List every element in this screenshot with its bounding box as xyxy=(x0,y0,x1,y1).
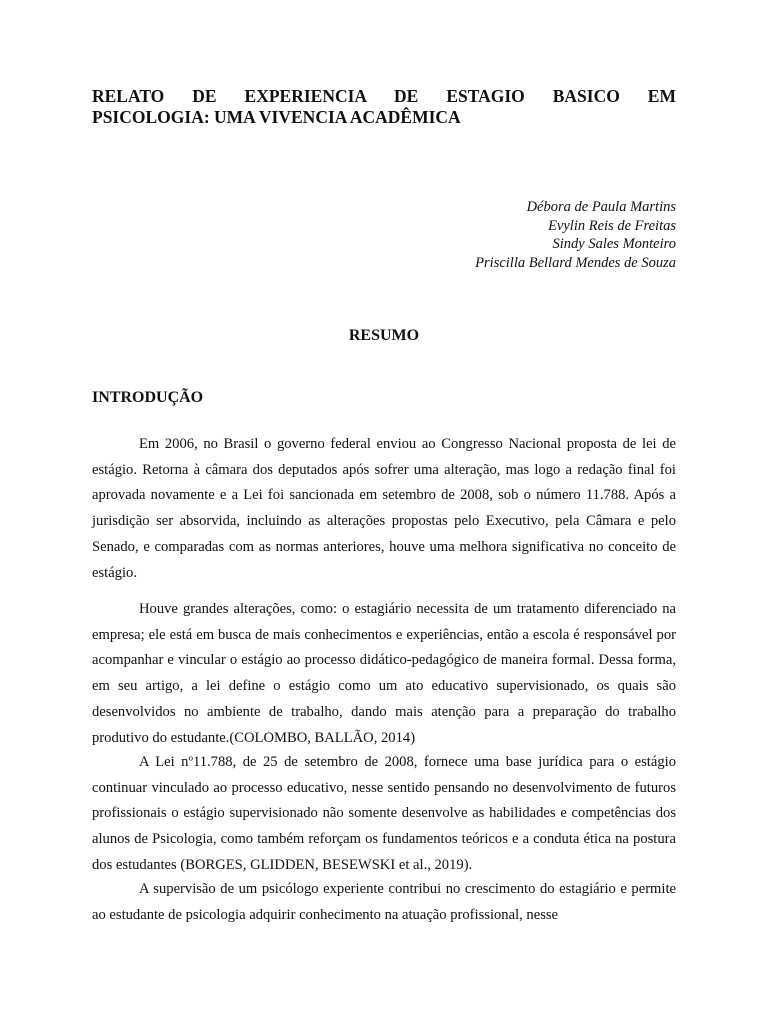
author-name: Evylin Reis de Freitas xyxy=(548,217,676,234)
document-title xyxy=(92,86,676,128)
section-heading-introducao: INTRODUÇÃO xyxy=(92,389,204,406)
author-name: Débora de Paula Martins xyxy=(526,199,676,215)
body-paragraph: A supervisão de um psicólogo experiente contribui no crescimento do estagiário e permite ao estudante de psicologia adquirir conhecimento na atuação profissional, nesse xyxy=(92,881,676,923)
author-name: Sindy Sales Monteiro xyxy=(552,236,676,252)
body-paragraph: Em 2006, no Brasil o governo federal enviou ao Congresso Nacional proposta de lei de estágio. Retorna à câmara dos deputados após sofrer uma alteração, mas logo a redação final foi aprovada novamente e a Lei foi sancionada em setembro de 2008, sob o número 11.788. Após a jurisdição ser absorvida, incluindo as alterações propostas pelo Executivo, pela Câmara e pelo Senado, e comparadas com as normas anteriores, houve uma melhora significativa no conceito de estágio. xyxy=(92,436,676,581)
section-heading-resumo: RESUMO xyxy=(348,327,420,344)
body-paragraph: Houve grandes alterações, como: o estagiário necessita de um tratamento diferenciado na empresa; ele está em busca de mais conhecimentos e experiências, então a escola é responsável por acompanhar e vincular o estágio ao processo didático-pedagógico de maneira formal. Dessa forma, em seu artigo, a lei define o estágio como um ato educativo supervisionado, os quais são desenvolvidos no ambiente de trabalho, dando mais atenção para a preparação do trabalho produtivo do estudante.(COLOMBO, BALLÃO, 2014) xyxy=(92,601,676,746)
title-line-2: PSICOLOGIA: UMA VIVENCIA ACADÊMICA xyxy=(92,107,461,127)
author-name: Priscilla Bellard Mendes de Souza xyxy=(475,254,676,271)
document-page xyxy=(92,0,676,1024)
author-list xyxy=(475,198,676,272)
title-line-1: RELATO DE EXPERIENCIA DE ESTAGIO BASICO EM xyxy=(92,86,676,106)
body-paragraph: A Lei nº11.788, de 25 de setembro de 2008, fornece uma base jurídica para o estágio continuar vinculado ao processo educativo, nesse sentido pensando no desenvolvimento de futuros profissionais o estágio supervisionado não somente desenvolve as habilidades e competências dos alunos de Psicologia, como também reforçam os fundamentos teóricos e a conduta ética na postura dos estudantes (BORGES, GLIDDEN, BESEWSKI et al., 2019). xyxy=(92,754,676,873)
